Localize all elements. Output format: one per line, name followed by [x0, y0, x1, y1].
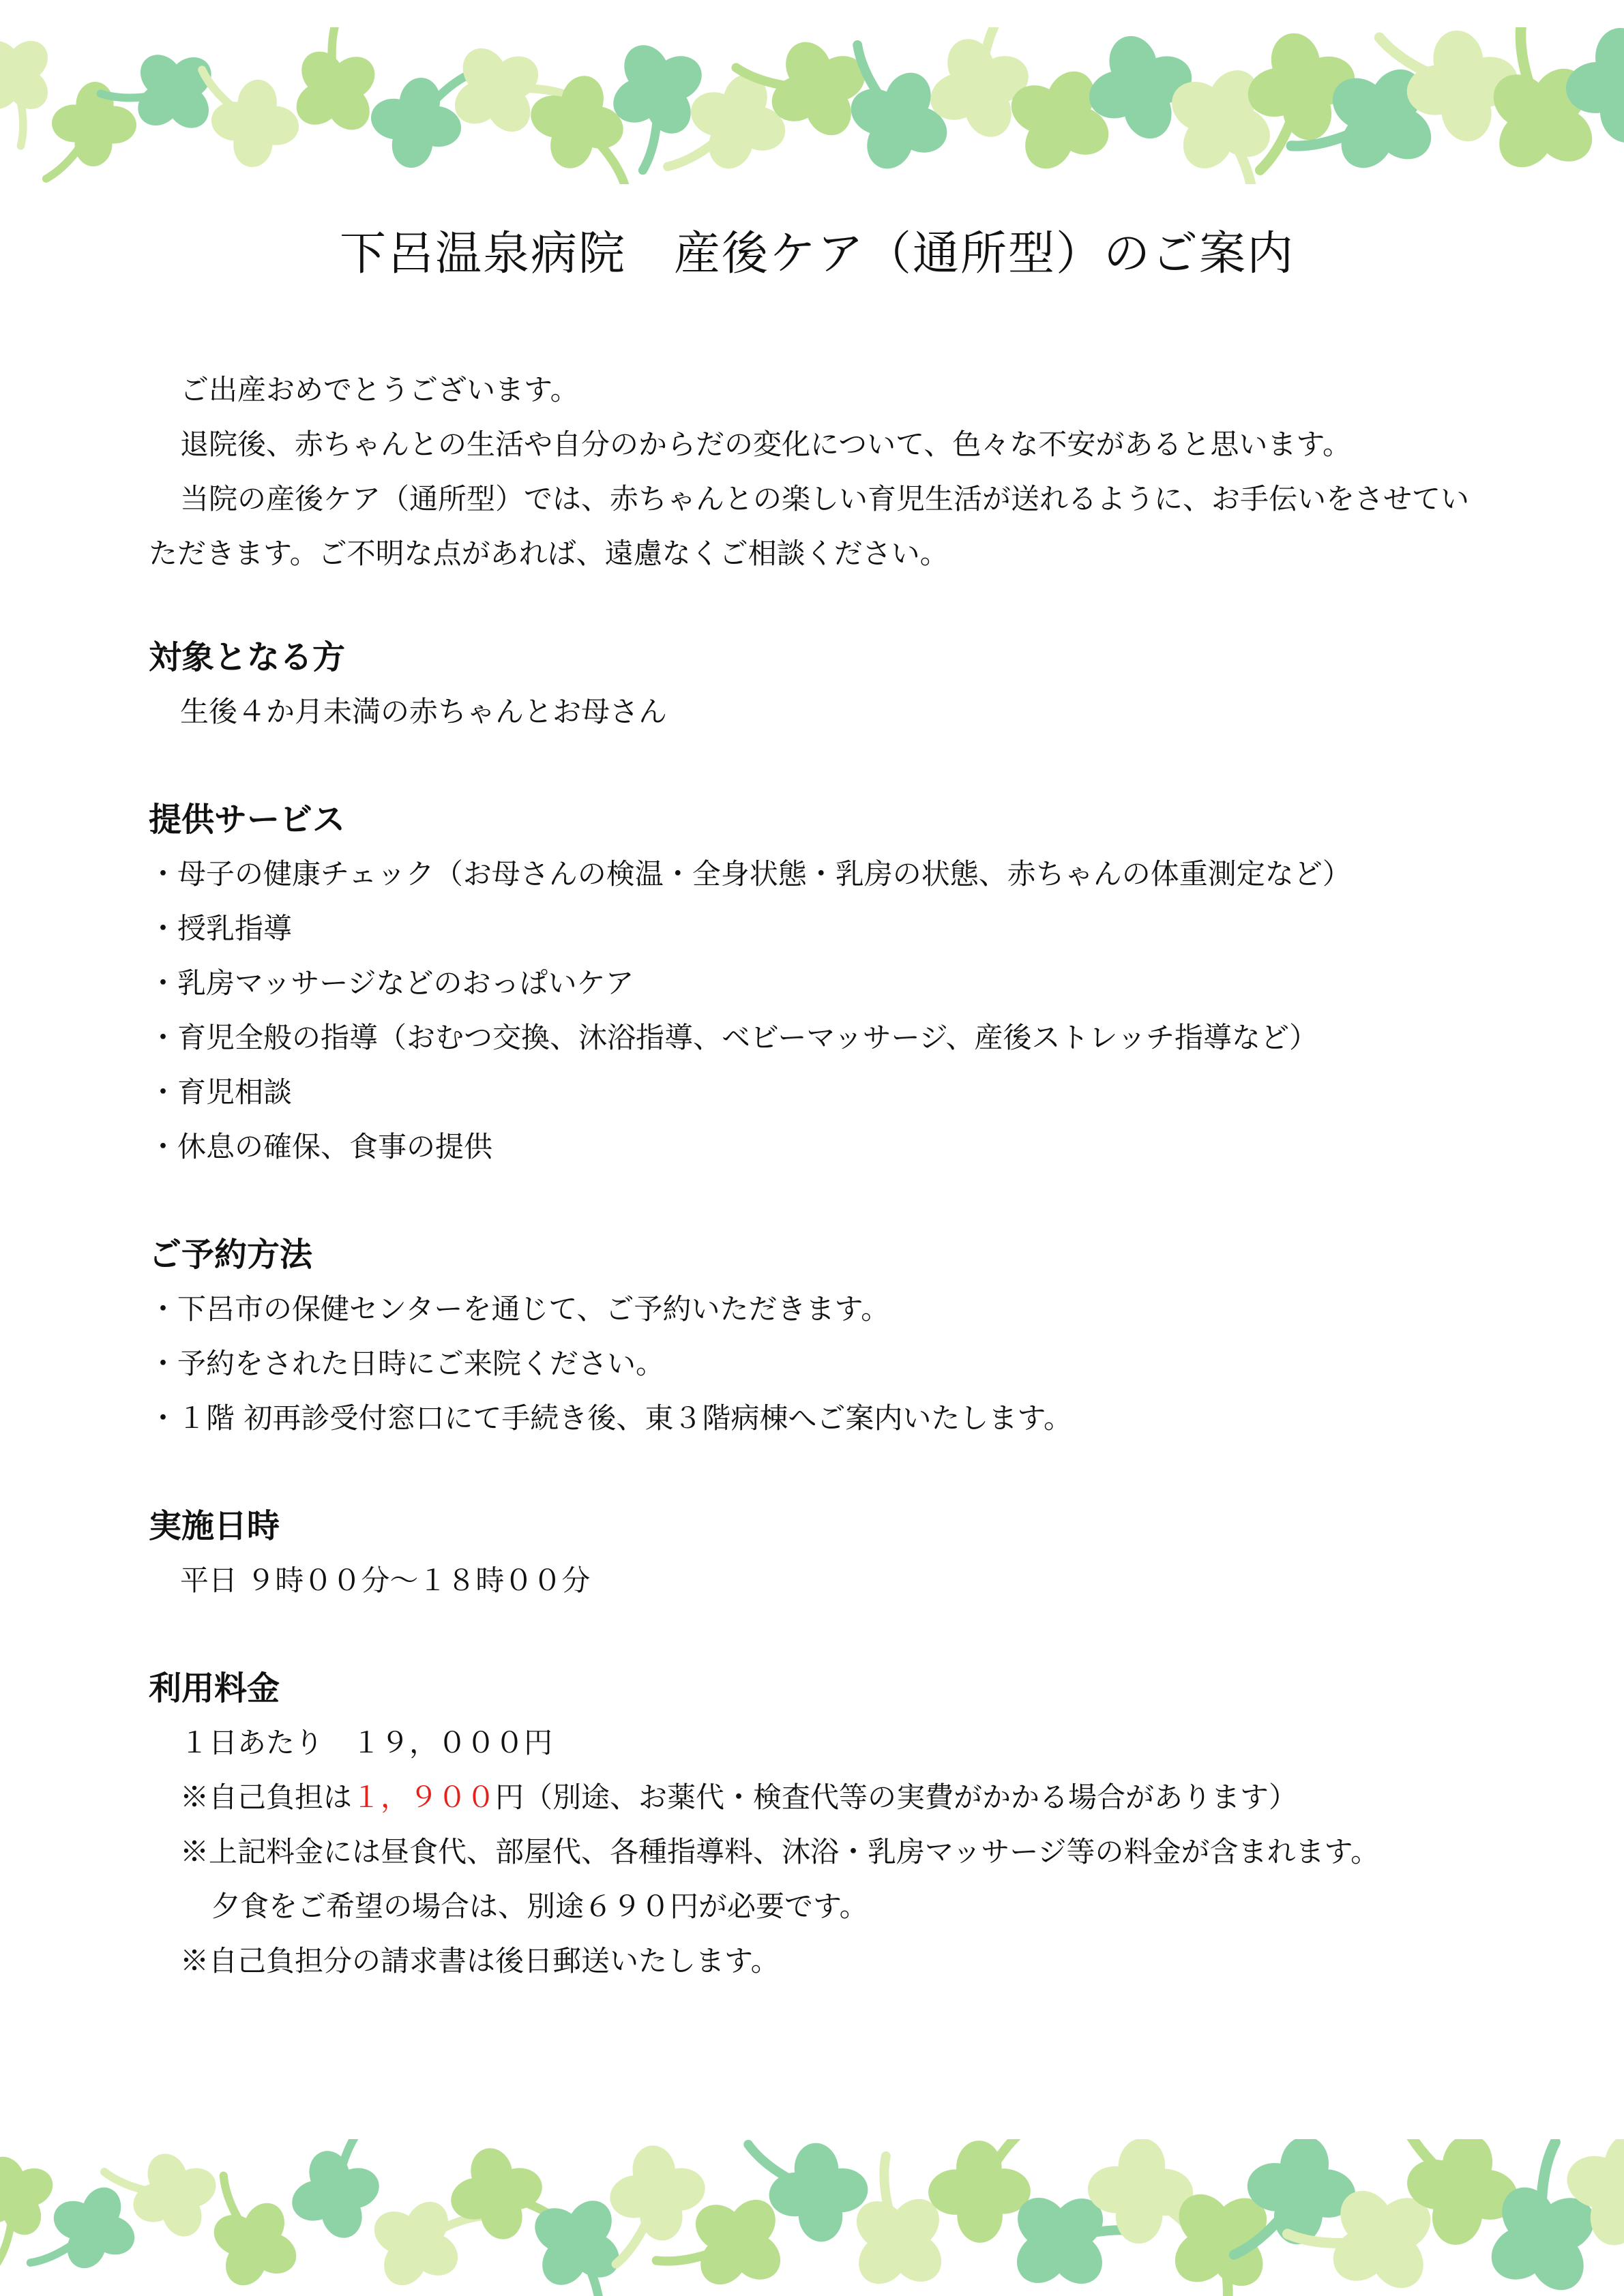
- clover-border-top: [0, 27, 1624, 184]
- section-heading-target: 対象となる方: [149, 638, 346, 676]
- service-item: ・乳房マッサージなどのおっぱいケア: [149, 966, 634, 1000]
- section-heading-schedule: 実施日時: [149, 1507, 280, 1545]
- schedule-text: 平日 ９時００分～１８時００分: [180, 1564, 591, 1597]
- section-fee: [149, 1661, 1486, 1988]
- reservation-item: ・下呂市の保健センターを通じて、ご予約いただきます。: [149, 1292, 890, 1326]
- fee-self-pay-prefix: ※自己負担は: [180, 1780, 353, 1814]
- page-title: 下呂温泉病院 産後ケア（通所型）のご案内: [339, 227, 1295, 281]
- service-item: ・授乳指導: [149, 912, 293, 945]
- intro-line-3: 当院の産後ケア（通所型）では、赤ちゃんとの楽しい育児生活が送れるように、お手伝いをさせていただきます。ご不明な点があれば、遠慮なくご相談ください。: [149, 482, 1470, 570]
- section-target: [149, 630, 1486, 739]
- reservation-item: ・１階 初再診受付窓口にて手続き後、東３階病棟へご案内いたします。: [149, 1401, 1072, 1435]
- section-reservation: [149, 1227, 1486, 1446]
- intro-paragraphs: [149, 363, 1486, 581]
- section-schedule: [149, 1499, 1486, 1608]
- fee-self-pay-suffix: 円（別途、お薬代・検査代等の実費がかかる場合があります）: [495, 1780, 1298, 1814]
- target-text: 生後４か月未満の赤ちゃんとお母さん: [180, 695, 668, 728]
- fee-note-2: 夕食をご希望の場合は、別途６９０円が必要です。: [211, 1890, 868, 1923]
- section-heading-reservation: ご予約方法: [149, 1236, 313, 1274]
- reservation-item: ・予約をされた日時にご来院ください。: [149, 1347, 665, 1380]
- fee-self-pay-amount: １，９００: [352, 1780, 496, 1814]
- clover-icon: [0, 33, 56, 146]
- section-heading-services: 提供サービス: [149, 801, 346, 839]
- service-item: ・休息の確保、食事の提供: [149, 1130, 493, 1163]
- fee-note-1: ※上記料金には昼食代、部屋代、各種指導料、沐浴・乳房マッサージ等の料金が含まれます。: [180, 1835, 1380, 1868]
- intro-line-1: ご出産おめでとうございます。: [180, 373, 579, 406]
- service-item: ・育児相談: [149, 1075, 293, 1109]
- clover-border-bottom: [0, 2139, 1624, 2296]
- intro-line-2: 退院後、赤ちゃんとの生活や自分のからだの変化について、色々な不安があると思います。: [180, 428, 1351, 461]
- service-item: ・育児全般の指導（おむつ交換、沐浴指導、ベビーマッサージ、産後ストレッチ指導など）: [149, 1021, 1318, 1054]
- service-item: ・母子の健康チェック（お母さんの検温・全身状態・乳房の状態、赤ちゃんの体重測定など）: [149, 857, 1351, 891]
- section-services: [149, 792, 1486, 1174]
- section-heading-fee: 利用料金: [149, 1669, 280, 1708]
- fee-daily: １日あたり １９，０００円: [180, 1726, 553, 1759]
- fee-note-3: ※自己負担分の請求書は後日郵送いたします。: [180, 1944, 780, 1978]
- fee-self-pay: [149, 1770, 1486, 1825]
